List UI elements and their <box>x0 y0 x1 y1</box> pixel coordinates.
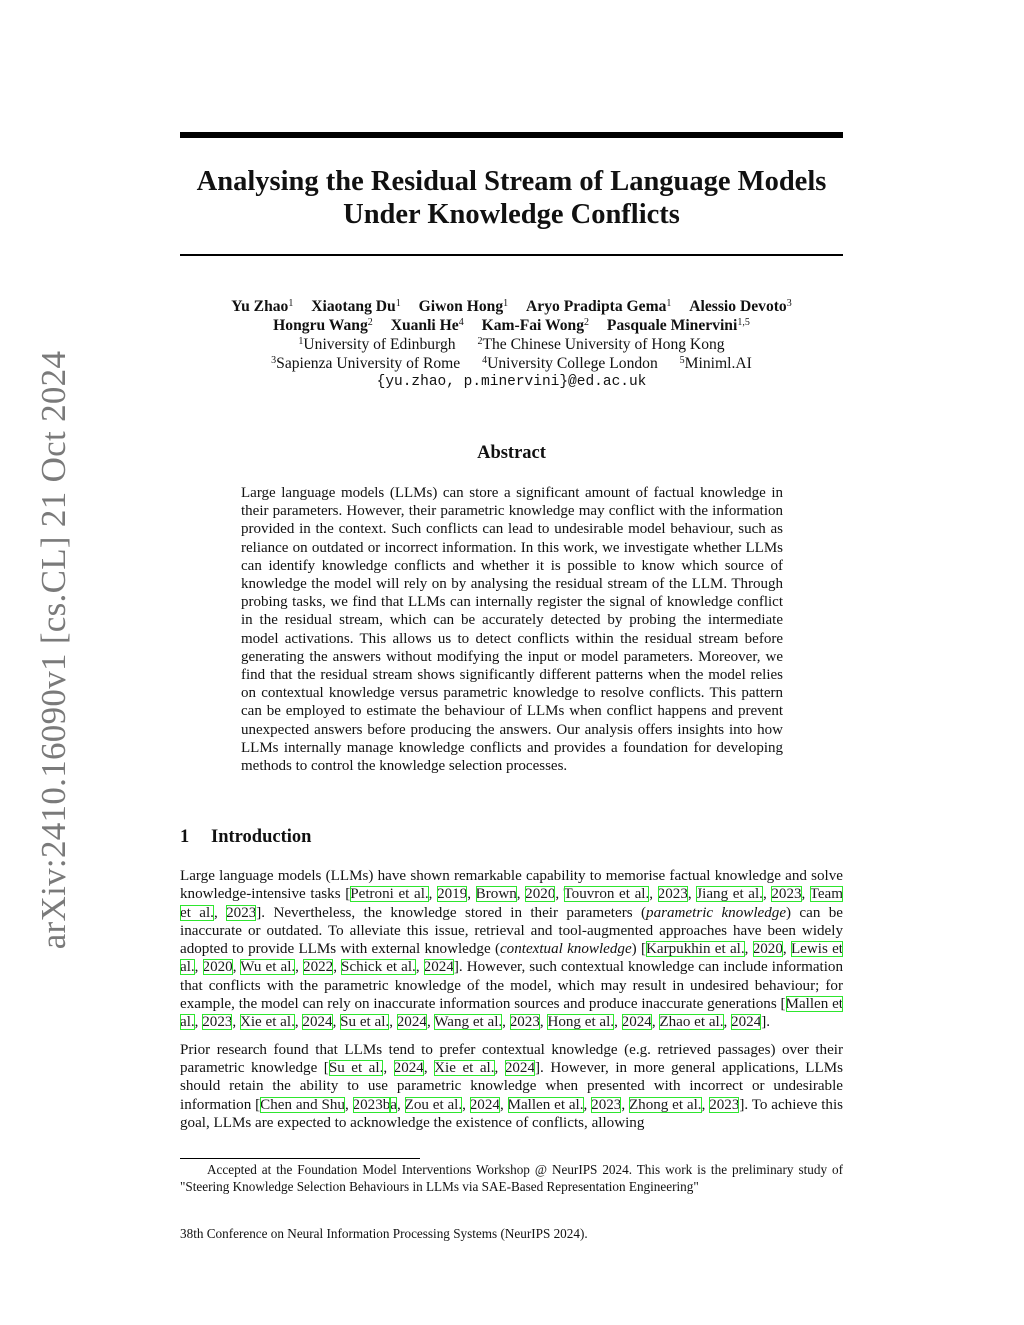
citation-link[interactable]: 2023 <box>771 886 802 903</box>
title-rule-bottom <box>180 254 843 256</box>
affiliation-number: 1 <box>298 336 304 347</box>
citation-link[interactable]: Xie et al. <box>434 1059 495 1076</box>
citation-separator: , <box>332 1014 341 1031</box>
author-name: Yu Zhao <box>231 298 289 315</box>
author-name: Giwon Hong <box>418 298 504 315</box>
citation-separator: , <box>621 1096 629 1113</box>
citation-link[interactable]: Touvron et al. <box>563 886 650 903</box>
introduction-paragraph-2 <box>180 1041 843 1132</box>
paragraph-text: ]. However, in more general applications, LLMs should retain the ability to use parametric knowledge when presented with incorrect or undesirable information [ <box>180 1059 844 1113</box>
citation-separator: , <box>744 941 753 958</box>
citation-link[interactable]: 2020 <box>202 959 233 976</box>
citation-separator: , <box>701 1096 710 1113</box>
citation-link[interactable]: Wu et al. <box>240 959 296 976</box>
citation-link[interactable]: a <box>390 1096 397 1113</box>
citation-separator: , <box>232 1014 240 1031</box>
affiliation-name: University of Edinburgh <box>303 336 456 353</box>
footnote: Accepted at the Foundation Model Interventions Workshop @ NeurIPS 2024. This work is the preliminary study of "Steering Knowledge Selection Behaviours in LLMs via SAE-Based Representation Engineering" <box>180 1162 843 1194</box>
citation-separator: , <box>649 886 658 903</box>
citation-separator: , <box>426 1014 435 1031</box>
affiliation-row-1 <box>180 335 843 354</box>
citation-link[interactable]: 2023b <box>352 1096 391 1113</box>
introduction-body <box>180 867 843 1141</box>
paragraph-text: ) can be inaccurate or outdated. To alleviate this issue, retrieval and tool-augmented approaches have been widely adopted to provide LLMs with external knowledge ( <box>180 904 843 958</box>
citation-separator: , <box>396 1096 405 1113</box>
citation-link[interactable]: 2024 <box>302 1014 333 1031</box>
citation-link[interactable]: 2023 <box>591 1096 622 1113</box>
abstract-heading: Abstract <box>477 443 546 463</box>
citation-separator: , <box>213 904 227 921</box>
section-number: 1 <box>180 827 190 847</box>
contact-email[interactable]: {yu.zhao, p.minervini}@ed.ac.uk <box>376 374 647 390</box>
citation-link[interactable]: Mallen et al. <box>507 1096 584 1113</box>
citation-separator: , <box>555 886 564 903</box>
affiliation-name: Sapienza University of Rome <box>276 355 461 372</box>
citation-separator: , <box>762 886 772 903</box>
title-line-2: Under Knowledge Conflicts <box>343 199 680 230</box>
author-name: Xiaotang Du <box>311 298 396 315</box>
citation-link[interactable]: Zhao et al. <box>659 1014 724 1031</box>
citation-separator: , <box>194 959 203 976</box>
affiliation-number: 3 <box>271 355 277 366</box>
citation-separator: , <box>502 1014 510 1031</box>
citation-link[interactable]: Mallen et al. <box>180 996 843 1031</box>
citation-link[interactable]: Schick et al. <box>341 959 416 976</box>
citation-link[interactable]: 2020 <box>525 886 556 903</box>
author-affiliation-mark: 1 <box>503 298 509 309</box>
title-line-1: Analysing the Residual Stream of Language Models <box>196 166 827 197</box>
citation-link[interactable]: Su et al. <box>328 1059 384 1076</box>
citation-link[interactable]: Hong et al. <box>547 1014 615 1031</box>
citation-link[interactable]: 2020 <box>752 941 783 958</box>
paragraph-text: Prior research found that LLMs tend to prefer contextual knowledge (e.g. retrieved passages) over their parametric knowledge [ <box>180 1041 843 1076</box>
author-block <box>180 297 843 392</box>
citation-separator: , <box>344 1096 353 1113</box>
citation-link[interactable]: Team et al. <box>180 886 843 921</box>
citation-separator: , <box>423 1059 435 1076</box>
abstract-text: Large language models (LLMs) can store a significant amount of factual knowledge in their parameters. However, their parametric knowledge may conflict with the information provided in the context. Such conflicts can lead to undesirable model behaviour, such as reliance on outdated or incorrect information. In this work, we investigate whether LLMs can identify knowledge conflicts and whether it is possible to know which source of knowledge the model will rely on by analysing the residual stream of the LLM. Through probing tasks, we find that LLMs can internally register the signal of knowledge conflict in the residual stream, which can be accurately detected by probing the intermediate model activations. This allows us to detect conflicts within the residual stream before generating the answers without modifying the input or model parameters. Moreover, we find that the residual stream shows significantly different patterns when the model relies on contextual knowledge versus parametric knowledge to resolve conflicts. This pattern can be employed to estimate the behaviour of LLMs when conflict happens and prevent unexpected answers before producing the answers. Our analysis offers insights into how LLMs internally manage knowledge conflicts and provides a foundation for developing methods to control the knowledge selection processes. <box>241 485 783 775</box>
citation-link[interactable]: 2024 <box>423 959 454 976</box>
citation-separator: , <box>614 1014 622 1031</box>
citation-separator: , <box>389 1014 397 1031</box>
citation-link[interactable]: Wang et al. <box>434 1014 503 1031</box>
citation-link[interactable]: 2024 <box>469 1096 500 1113</box>
citation-link[interactable]: Chen and Shu <box>260 1096 345 1113</box>
paragraph-text: ]. However, such contextual knowledge can include information that conflicts with the parametric knowledge of the model, which may result in undesired behaviour; for example, the model can rely on inaccurate information sources and produce inaccurate generations [ <box>180 959 844 1013</box>
affiliation-number: 5 <box>679 355 685 366</box>
affiliation-name: The Chinese University of Hong Kong <box>482 336 725 353</box>
citation-link[interactable]: 2023 <box>509 1014 540 1031</box>
author-affiliation-mark: 1 <box>395 298 401 309</box>
citation-separator: , <box>194 1014 203 1031</box>
paragraph-text: ]. <box>761 1014 771 1031</box>
citation-link[interactable]: Zhong et al. <box>628 1096 702 1113</box>
citation-link[interactable]: 2022 <box>303 959 334 976</box>
citation-link[interactable]: 2024 <box>393 1059 424 1076</box>
author-name: Aryo Pradipta Gema <box>526 298 667 315</box>
citation-separator: , <box>415 959 424 976</box>
citation-link[interactable]: 2019 <box>437 886 468 903</box>
citation-separator: , <box>801 886 810 903</box>
citation-separator: , <box>428 886 438 903</box>
citation-link[interactable]: Brown <box>475 886 517 903</box>
citation-link[interactable]: Petroni et al. <box>350 886 429 903</box>
author-name: Xuanli He <box>390 317 459 334</box>
paragraph-text: ) [ <box>631 941 646 958</box>
citation-link[interactable]: Jiang et al. <box>696 886 763 903</box>
citation-link[interactable]: Lewis et al. <box>180 941 843 976</box>
citation-separator: , <box>462 1096 470 1113</box>
introduction-paragraph-1 <box>180 867 843 1032</box>
author-affiliation-mark: 2 <box>584 317 590 328</box>
citation-link[interactable]: 2024 <box>504 1059 536 1076</box>
citation-link[interactable]: Karpukhin et al. <box>645 941 745 958</box>
citation-link[interactable]: 2023 <box>709 1096 740 1113</box>
citation-separator: , <box>467 886 476 903</box>
citation-separator: , <box>383 1059 394 1076</box>
emphasis-term: contextual knowledge <box>499 941 632 958</box>
citation-separator: , <box>651 1014 660 1031</box>
emphasis-term: parametric knowledge <box>646 904 787 921</box>
citation-link[interactable]: Su et al. <box>340 1014 390 1031</box>
citation-separator: , <box>539 1014 548 1031</box>
citation-separator: , <box>333 959 342 976</box>
author-affiliation-mark: 1 <box>666 298 672 309</box>
citation-separator: , <box>295 959 304 976</box>
citation-link[interactable]: Xie et al. <box>239 1014 295 1031</box>
citation-separator: , <box>782 941 791 958</box>
paragraph-text: ]. Nevertheless, the knowledge stored in their parameters ( <box>256 904 647 921</box>
affiliation-row-2 <box>180 354 843 373</box>
affiliation-name: Miniml.AI <box>684 355 752 372</box>
affiliation-number: 2 <box>477 336 483 347</box>
citation-separator: , <box>723 1014 732 1031</box>
citation-link[interactable]: Zou et al. <box>404 1096 463 1113</box>
affiliation-name: University College London <box>487 355 658 372</box>
footnote-rule <box>180 1158 420 1159</box>
author-name: Hongru Wang <box>273 317 368 334</box>
section-heading-introduction <box>180 826 311 848</box>
citation-separator: , <box>516 886 526 903</box>
citation-link[interactable]: 2024 <box>731 1014 762 1031</box>
citation-link[interactable]: 2023 <box>226 904 257 921</box>
author-name: Kam-Fai Wong <box>481 317 585 334</box>
author-name: Pasquale Minervini <box>606 317 738 334</box>
author-affiliation-mark: 2 <box>367 317 373 328</box>
paragraph-text: ]. To achieve this goal, LLMs are expected to acknowledge the existence of conflicts, allowing <box>180 1096 844 1131</box>
author-row-1 <box>180 297 843 316</box>
author-name: Alessio Devoto <box>689 298 787 315</box>
citation-separator: , <box>294 1014 303 1031</box>
paper-title <box>180 165 843 231</box>
citation-separator: , <box>583 1096 592 1113</box>
citation-separator: , <box>687 886 697 903</box>
author-affiliation-mark: 3 <box>786 298 792 309</box>
citation-link[interactable]: 2024 <box>621 1014 652 1031</box>
author-row-2 <box>180 316 843 335</box>
arxiv-identifier: arXiv:2410.16090v1 [cs.CL] 21 Oct 2024 <box>34 350 73 950</box>
author-affiliation-mark: 1 <box>288 298 294 309</box>
author-affiliation-mark: 4 <box>458 317 464 328</box>
section-title: Introduction <box>211 827 312 847</box>
citation-link[interactable]: 2024 <box>396 1014 427 1031</box>
paragraph-text: Large language models (LLMs) have shown remarkable capability to memorise factual knowledge and solve knowledge-intensive tasks [ <box>180 868 843 903</box>
citation-separator: , <box>494 1059 505 1076</box>
affiliation-number: 4 <box>482 355 488 366</box>
citation-separator: , <box>232 959 241 976</box>
conference-notice: 38th Conference on Neural Information Processing Systems (NeurIPS 2024). <box>180 1226 588 1241</box>
citation-link[interactable]: 2023 <box>202 1014 233 1031</box>
citation-separator: , <box>499 1096 508 1113</box>
title-rule-top <box>180 132 843 138</box>
author-affiliation-mark: 1,5 <box>737 317 750 328</box>
citation-link[interactable]: 2023 <box>657 886 688 903</box>
